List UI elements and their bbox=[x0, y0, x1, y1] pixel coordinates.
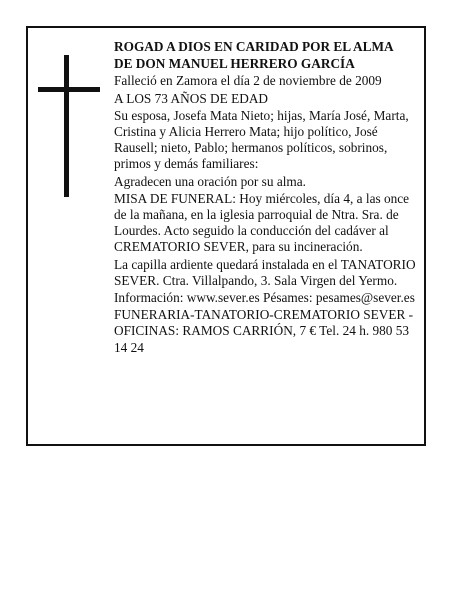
cross-icon bbox=[38, 55, 100, 197]
chapel-paragraph: La capilla ardiente quedará instalada en el TANATORIO SEVER. Ctra. Villalpando, 3. Sala Virgen del Yermo. bbox=[114, 256, 416, 288]
heading-line-2: DE DON MANUEL HERRERO GARCÍA bbox=[114, 56, 355, 72]
death-info: Falleció en Zamora el día 2 de noviembre de 2009 bbox=[114, 73, 382, 89]
notice-text bbox=[114, 39, 420, 357]
funeral-mass-paragraph: MISA DE FUNERAL: Hoy miércoles, día 4, a las once de la mañana, en la iglesia parroquial de Ntra. Sra. de Lourdes. Acto seguido la conducción del cadáver al CREMATORIO SEVER, para su incineración. bbox=[114, 190, 410, 255]
information-paragraph: Información: www.sever.es Pésames: pesames@sever.es bbox=[114, 290, 415, 306]
funeral-home-paragraph: FUNERARIA-TANATORIO-CREMATORIO SEVER - OFICINAS: RAMOS CARRIÓN, 7 € Tel. 24 h. 980 53 14 24 bbox=[114, 307, 414, 355]
age-line: A LOS 73 AÑOS DE EDAD bbox=[114, 90, 269, 106]
obituary-notice bbox=[26, 26, 426, 446]
cross-vertical-bar bbox=[64, 55, 69, 197]
family-paragraph: Su esposa, Josefa Mata Nieto; hijas, María José, Marta, Cristina y Alicia Herrero Mata; hijo político, José Rausell; nieto, Pablo; hermanos políticos, sobrinos, primos y demás familiares: bbox=[114, 107, 409, 172]
cross-horizontal-bar bbox=[38, 87, 100, 92]
heading-line-1: ROGAD A DIOS EN CARIDAD POR EL ALMA bbox=[114, 39, 394, 54]
prayer-request: Agradecen una oración por su alma. bbox=[114, 173, 306, 189]
